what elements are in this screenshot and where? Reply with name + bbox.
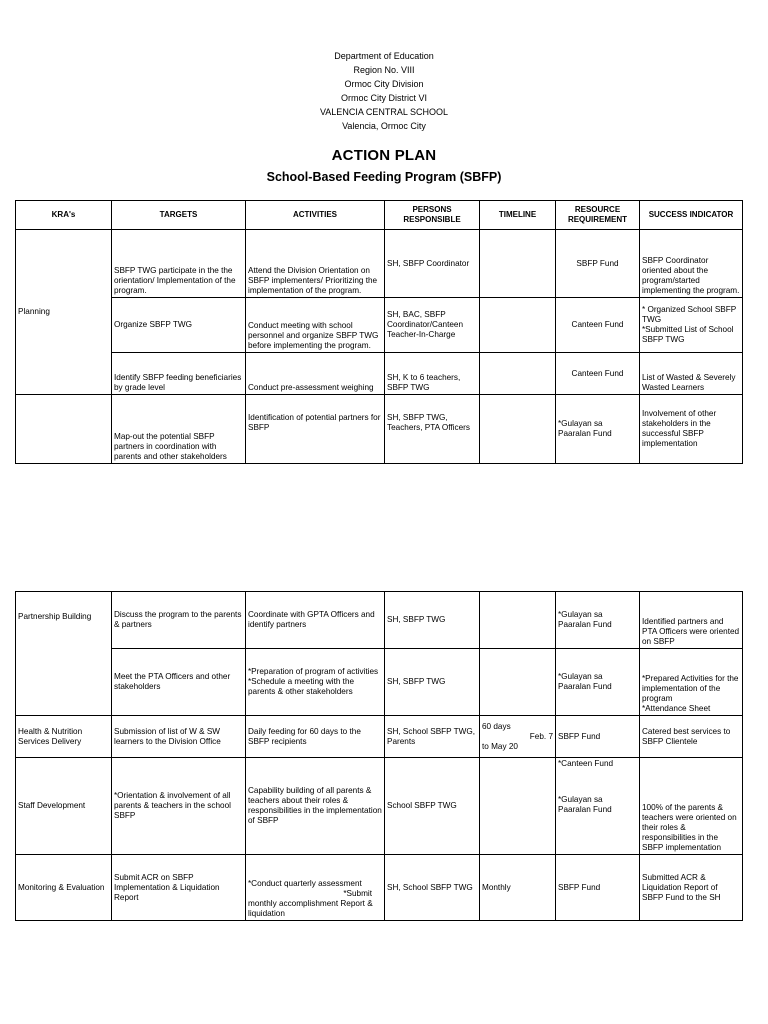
target-cell: Submit ACR on SBFP Implementation & Liquidation Report xyxy=(112,855,246,921)
activity-cell xyxy=(246,855,385,921)
resource-gulayan: *Gulayan sa Paaralan Fund xyxy=(558,795,612,814)
target-cell: Submission of list of W & SW learners to the Division Office xyxy=(112,716,246,758)
timeline-cell xyxy=(480,230,556,298)
resource-cell xyxy=(556,758,640,855)
timeline-duration: 60 days xyxy=(482,721,511,731)
timeline-cell: Monthly xyxy=(480,855,556,921)
persons-cell: SH, BAC, SBFP Coordinator/Canteen Teacher-In-Charge xyxy=(385,298,480,353)
indicator-cell: Submitted ACR & Liquidation Report of SBFP Fund to the SH xyxy=(640,855,743,921)
column-header-persons: PERSONS RESPONSIBLE xyxy=(385,201,480,230)
resource-cell: Canteen Fund xyxy=(556,353,640,395)
resource-cell: *Gulayan sa Paaralan Fund xyxy=(556,395,640,464)
indicator-cell: *Prepared Activities for the implementation of the program *Attendance Sheet xyxy=(640,649,743,716)
indicator-cell: Identified partners and PTA Officers were oriented on SBFP xyxy=(640,592,743,649)
resource-canteen: *Canteen Fund xyxy=(558,759,614,768)
resource-cell: *Gulayan sa Paaralan Fund xyxy=(556,649,640,716)
activity-cell: Coordinate with GPTA Officers and identify partners xyxy=(246,592,385,649)
timeline-start: Feb. 7 xyxy=(529,731,553,741)
timeline-cell xyxy=(480,395,556,464)
header-line-region: Region No. VIII xyxy=(353,65,415,75)
target-cell: Identify SBFP feeding beneficiaries by grade level xyxy=(112,353,246,395)
header-line-division: Ormoc City Division xyxy=(344,79,424,89)
persons-cell: SH, School SBFP TWG xyxy=(385,855,480,921)
timeline-cell xyxy=(480,758,556,855)
persons-cell: SH, SBFP TWG xyxy=(385,592,480,649)
persons-cell: SH, School SBFP TWG, Parents xyxy=(385,716,480,758)
kra-cell-health: Health & Nutrition Services Delivery xyxy=(16,716,112,758)
resource-cell: SBFP Fund xyxy=(556,230,640,298)
column-header-timeline: TIMELINE xyxy=(480,201,556,230)
action-plan-table-part1 xyxy=(15,200,743,464)
table-row xyxy=(16,395,743,464)
persons-cell: SH, K to 6 teachers, SBFP TWG xyxy=(385,353,480,395)
kra-cell xyxy=(16,395,112,464)
timeline-end: to May 20 xyxy=(482,741,518,751)
column-header-kra: KRA's xyxy=(16,201,112,230)
activity-line-2: *Submit xyxy=(343,889,372,898)
header-line-address: Valencia, Ormoc City xyxy=(342,121,426,131)
timeline-cell xyxy=(480,649,556,716)
activity-cell: Identification of potential partners for SBFP xyxy=(246,395,385,464)
timeline-cell xyxy=(480,592,556,649)
document-header xyxy=(0,49,768,133)
indicator-cell: 100% of the parents & teachers were oriented on their roles & responsibilities in the SBFP implementation xyxy=(640,758,743,855)
persons-cell: SH, SBFP Coordinator xyxy=(385,230,480,298)
column-header-activities: ACTIVITIES xyxy=(246,201,385,230)
indicator-cell: List of Wasted & Severely Wasted Learners xyxy=(640,353,743,395)
document-subtitle: School-Based Feeding Program (SBFP) xyxy=(266,170,502,184)
activity-line-3: monthly accomplishment Report & liquidation xyxy=(248,899,373,918)
kra-cell-staff: Staff Development xyxy=(16,758,112,855)
table-row xyxy=(16,298,743,353)
activity-cell: Conduct pre-assessment weighing xyxy=(246,353,385,395)
activity-cell: Daily feeding for 60 days to the SBFP recipients xyxy=(246,716,385,758)
table-row xyxy=(16,649,743,716)
indicator-cell: Catered best services to SBFP Clientele xyxy=(640,716,743,758)
table-header-row xyxy=(16,201,743,230)
header-line-district: Ormoc City District VI xyxy=(340,93,427,103)
document-title: ACTION PLAN xyxy=(331,147,437,164)
resource-cell: *Gulayan sa Paaralan Fund xyxy=(556,592,640,649)
column-header-targets: TARGETS xyxy=(112,201,246,230)
indicator-cell: SBFP Coordinator oriented about the program/started implementing the program. xyxy=(640,230,743,298)
target-cell: Meet the PTA Officers and other stakeholders xyxy=(112,649,246,716)
persons-cell: SH, SBFP TWG, Teachers, PTA Officers xyxy=(385,395,480,464)
target-cell: *Orientation & involvement of all parents & teachers in the school SBFP xyxy=(112,758,246,855)
activity-cell: Conduct meeting with school personnel and organize SBFP TWG before implementing the program. xyxy=(246,298,385,353)
table-row xyxy=(16,353,743,395)
indicator-cell: Involvement of other stakeholders in the successful SBFP implementation xyxy=(640,395,743,464)
action-plan-table-part2 xyxy=(15,591,743,921)
target-cell: Organize SBFP TWG xyxy=(112,298,246,353)
activity-cell: Capability building of all parents & teachers about their roles & responsibilities in the implementation of SBFP xyxy=(246,758,385,855)
resource-cell: SBFP Fund xyxy=(556,716,640,758)
kra-cell-monitoring: Monitoring & Evaluation xyxy=(16,855,112,921)
timeline-cell xyxy=(480,716,556,758)
header-line-school: VALENCIA CENTRAL SCHOOL xyxy=(319,107,449,117)
table-row xyxy=(16,716,743,758)
persons-cell: School SBFP TWG xyxy=(385,758,480,855)
table-row xyxy=(16,758,743,855)
kra-cell-planning: Planning xyxy=(16,230,112,395)
table-row xyxy=(16,855,743,921)
activity-cell: *Preparation of program of activities *Schedule a meeting with the parents & other stakeholders xyxy=(246,649,385,716)
resource-cell: Canteen Fund xyxy=(556,298,640,353)
target-cell: Discuss the program to the parents & partners xyxy=(112,592,246,649)
kra-cell-partnership: Partnership Building xyxy=(16,592,112,716)
table-row xyxy=(16,592,743,649)
header-line-department: Department of Education xyxy=(334,51,434,61)
column-header-resource: RESOURCE REQUIREMENT xyxy=(556,201,640,230)
indicator-cell: * Organized School SBFP TWG *Submitted List of School SBFP TWG xyxy=(640,298,743,353)
timeline-cell xyxy=(480,353,556,395)
table-row xyxy=(16,230,743,298)
column-header-indicator: SUCCESS INDICATOR xyxy=(640,201,743,230)
activity-line-1: *Conduct quarterly assessment xyxy=(248,879,362,888)
target-cell: Map-out the potential SBFP partners in coordination with parents and other stakeholders xyxy=(112,395,246,464)
persons-cell: SH, SBFP TWG xyxy=(385,649,480,716)
resource-cell: SBFP Fund xyxy=(556,855,640,921)
timeline-cell xyxy=(480,298,556,353)
activity-cell: Attend the Division Orientation on SBFP implementers/ Prioritizing the implementation of the program. xyxy=(246,230,385,298)
target-cell: SBFP TWG participate in the the orientation/ Implementation of the program. xyxy=(112,230,246,298)
